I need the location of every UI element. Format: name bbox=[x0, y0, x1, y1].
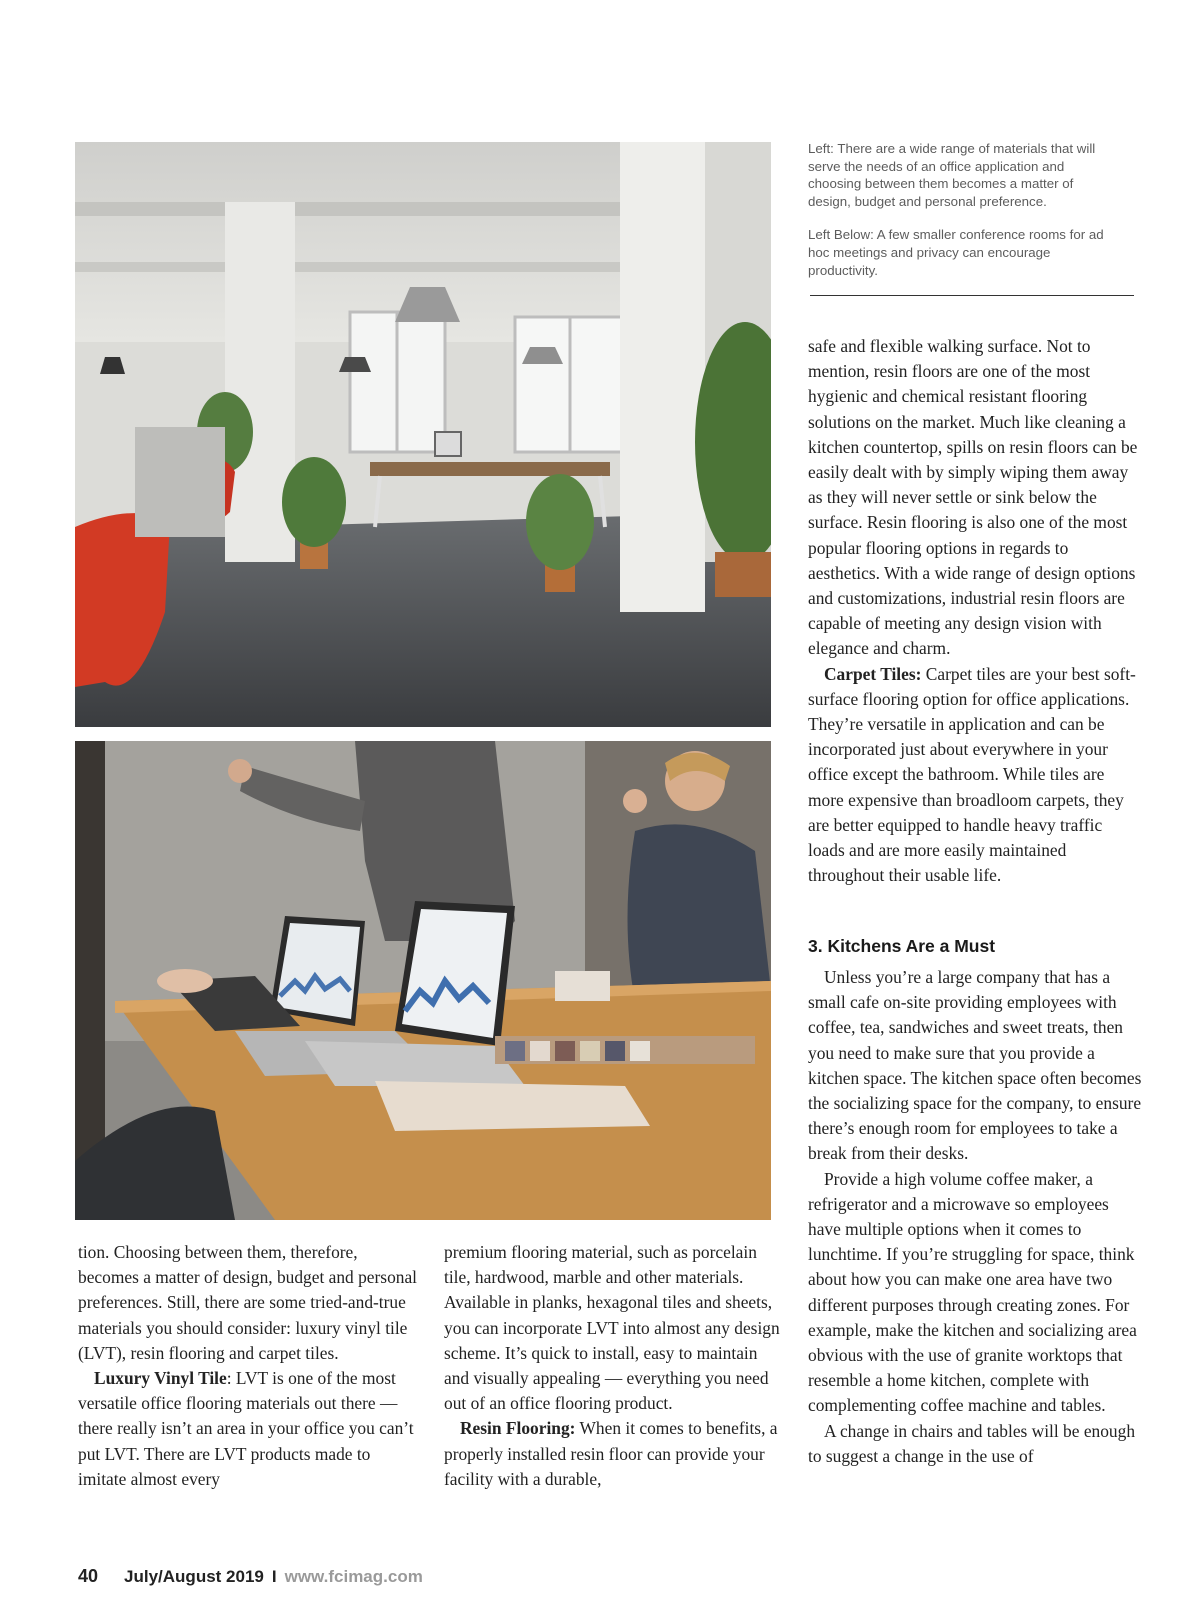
carpet-tiles-lead: Carpet Tiles: bbox=[824, 663, 922, 684]
page-number: 40 bbox=[78, 1566, 99, 1586]
conference-meeting-photo bbox=[75, 741, 771, 1220]
article-column-2 bbox=[444, 1240, 784, 1492]
column1-paragraph-1: tion. Choosing between them, therefore, becomes a matter of design, budget and personal preferences. Still, there are some tried-and-true materials you should consider: luxury vinyl tile (LVT), resin flooring and carpet tiles. bbox=[78, 1242, 418, 1363]
footer-separator: I bbox=[271, 1567, 277, 1586]
photo-captions bbox=[808, 140, 1108, 295]
lvt-lead: Luxury Vinyl Tile bbox=[94, 1368, 227, 1389]
article-column-3-top bbox=[808, 334, 1143, 888]
column3-paragraph-3: Unless you’re a large company that has a small cafe on-site providing employees with coffee, tea, sandwiches and sweet treats, then you need to make sure that you provide a kitchen space. The kitchen space often becomes the socializing space for the company, to ensure there’s enough room for employees to take a break from their desks. bbox=[808, 967, 1142, 1164]
caption-divider bbox=[810, 295, 1134, 296]
article-column-1 bbox=[78, 1240, 418, 1492]
lvt-text: : LVT is one of the most versatile office flooring materials out there — there really isn’t an area in your office you can’t put LVT. There are LVT products made to imitate almost every bbox=[78, 1368, 414, 1489]
article-column-3-bottom bbox=[808, 965, 1143, 1469]
column3-paragraph-4: Provide a high volume coffee maker, a refrigerator and a microwave so employees have multiple options when it comes to lunchtime. If you’re struggling for space, think about how you can make one area have two different purposes through creating zones. For example, make the kitchen and socializing area obvious with the use of granite worktops that resemble a home kitchen, complete with complementing coffee machine and tables. bbox=[808, 1168, 1137, 1416]
column3-paragraph-5: A change in chairs and tables will be enough to suggest a change in the use of bbox=[808, 1420, 1136, 1466]
issue-date: July/August 2019 bbox=[124, 1567, 264, 1586]
office-interior-photo bbox=[75, 142, 771, 727]
resin-flooring-lead: Resin Flooring: bbox=[460, 1418, 576, 1439]
page-footer bbox=[78, 1566, 423, 1587]
caption-left-below: Left Below: A few smaller conference rooms for ad hoc meetings and privacy can encourage productivity. bbox=[808, 227, 1104, 278]
caption-left: Left: There are a wide range of materials that will serve the needs of an office application and choosing between them becomes a matter of design, budget and personal preference. bbox=[808, 141, 1096, 209]
resin-flooring-text: When it comes to benefits, a properly installed resin floor can provide your facility with a durable, bbox=[444, 1418, 778, 1489]
column1-paragraph-2 bbox=[78, 1366, 418, 1492]
column2-paragraph-2 bbox=[444, 1416, 784, 1492]
column3-paragraph-2 bbox=[808, 662, 1143, 889]
column2-paragraph-1: premium flooring material, such as porcelain tile, hardwood, marble and other materials. Available in planks, hexagonal tiles and sheets, you can incorporate LVT into almost any design scheme. It’s quick to install, easy to maintain and visually appealing — everything you need out of an office flooring product. bbox=[444, 1242, 780, 1414]
carpet-tiles-text: Carpet tiles are your best soft-surface flooring option for office applications. They’re versatile in application and can be incorporated just about everywhere in your office except the bathroom. While tiles are more expensive than broadloom carpets, they are better equipped to handle heavy traffic loads and are more easily maintained throughout their usable life. bbox=[808, 663, 1136, 886]
section-heading-kitchens: 3. Kitchens Are a Must bbox=[808, 936, 996, 956]
column3-paragraph-1: safe and flexible walking surface. Not to mention, resin floors are one of the most hygienic and chemical resistant flooring solutions on the market. Much like cleaning a kitchen countertop, spills on resin floors can be easily dealt with by simply wiping them away as they will never settle or sink below the surface. Resin flooring is also one of the most popular flooring options in regards to aesthetics. With a wide range of design options and customizations, industrial resin floors are capable of meeting any design vision with elegance and charm. bbox=[808, 336, 1138, 659]
website-link[interactable]: www.fcimag.com bbox=[284, 1567, 423, 1586]
